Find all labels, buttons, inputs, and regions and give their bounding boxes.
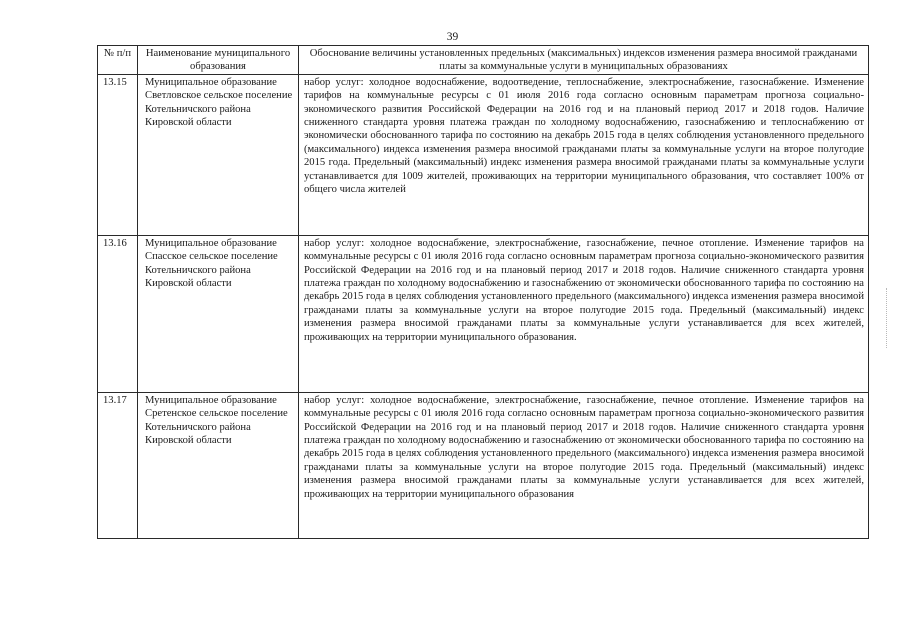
tariff-justification-table	[97, 45, 869, 539]
row-number: 13.15	[98, 74, 138, 235]
row-number: 13.17	[98, 392, 138, 538]
header-municipality-name: Наименование муниципального образования	[138, 46, 299, 75]
municipality-name: Муниципальное образование Светловское сельское поселение Котельничского района Кировской области	[138, 74, 299, 235]
table-row	[98, 392, 869, 538]
page-number: 39	[446, 31, 459, 43]
justification-text: набор услуг: холодное водоснабжение, водоотведение, теплоснабжение, электроснабжение, газоснабжение. Изменение тарифов на коммунальные ресурсы с 01 июля 2016 года согласно основным параметрам прогноза социально-экономического развития Российской Федерации на 2016 год и на плановый период 2017 и 2018 годов. Наличие сниженного стандарта уровня платежа граждан по холодному водоснабжению, газоснабжению и теплоснабжению от экономически обоснованного тарифа по состоянию на декабрь 2015 года в целях соблюдения установленного предельного (максимального) индекса изменения размера вносимой гражданами платы за коммунальные услуги на второе полугодие 2015 года. Предельный (максимальный) индекс изменения размера вносимой гражданами платы за коммунальные услуги устанавливается для 1009 жителей, проживающих на территории муниципального образования, что составляет 100% от общего числа жителей	[299, 74, 869, 235]
municipality-name: Муниципальное образование Спасское сельское поселение Котельничского района Кировской области	[138, 235, 299, 392]
table-row	[98, 74, 869, 235]
header-justification: Обоснование величины установленных предельных (максимальных) индексов изменения размера вносимой гражданами платы за коммунальные услуги в муниципальных образованиях	[299, 46, 869, 75]
table-row	[98, 235, 869, 392]
row-number: 13.16	[98, 235, 138, 392]
municipality-name: Муниципальное образование Сретенское сельское поселение Котельничского района Кировской области	[138, 392, 299, 538]
justification-text: набор услуг: холодное водоснабжение, электроснабжение, газоснабжение, печное отопление. Изменение тарифов на коммунальные ресурсы с 01 июля 2016 года согласно основным параметрам прогноза социально-экономического развития Российской Федерации на 2016 год и на плановый период 2017 и 2018 годов. Наличие сниженного стандарта уровня платежа граждан по холодному водоснабжению и газоснабжению от экономически обоснованного тарифа по состоянию на декабрь 2015 года в целях соблюдения установленного предельного (максимального) индекса изменения размера вносимой гражданами платы за коммунальные услуги на второе полугодие 2015 года. Предельный (максимальный) индекс изменения размера вносимой гражданами платы за коммунальные услуги устанавливается для всех жителей, проживающих на территории муниципального образования.	[299, 235, 869, 392]
header-number: № п/п	[98, 46, 138, 75]
justification-text: набор услуг: холодное водоснабжение, электроснабжение, газоснабжение, печное отопление. Изменение тарифов на коммунальные ресурсы с 01 июля 2016 года согласно основным параметрам прогноза социально-экономического развития Российской Федерации на 2016 год и на плановый период 2017 и 2018 годов. Наличие сниженного стандарта уровня платежа граждан по холодному водоснабжению и газоснабжению от экономически обоснованного тарифа по состоянию на декабрь 2015 года в целях соблюдения установленного предельного (максимального) индекса изменения размера вносимой гражданами платы за коммунальные услуги на второе полугодие 2015 года. Предельный (максимальный) индекс изменения размера вносимой гражданами платы за коммунальные услуги устанавливается для всех жителей, проживающих на территории муниципального образования	[299, 392, 869, 538]
table-header-row	[98, 46, 869, 75]
scan-edge-marks	[886, 288, 891, 348]
